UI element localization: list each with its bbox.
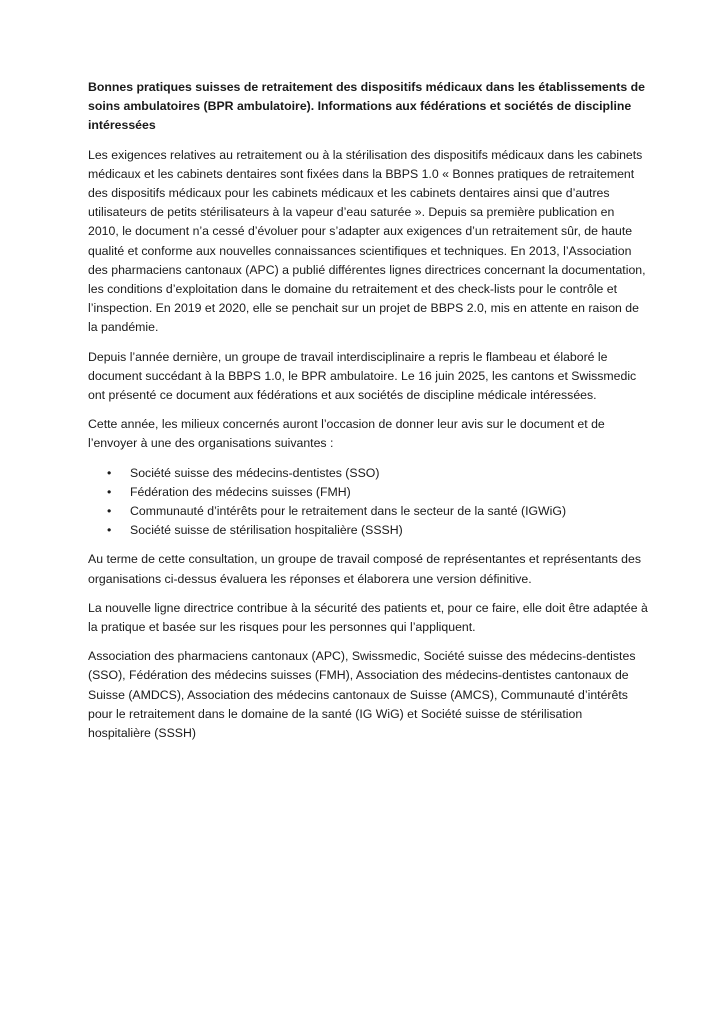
consultation-paragraph: Cette année, les milieux concernés auront l’occasion de donner leur avis sur le document et de l’envoyer à une des organisations suivantes : [88,417,605,451]
document-page [88,78,648,753]
document-title: Bonnes pratiques suisses de retraitement des dispositifs médicaux dans les établissements de soins ambulatoires (BPR ambulatoire). Informations aux fédérations et sociétés de discipline intéressées [88,80,645,133]
signatories-paragraph: Association des pharmaciens cantonaux (APC), Swissmedic, Société suisse des médecins-dentistes (SSO), Fédération des médecins suisses (FMH), Association des médecins-dentistes cantonaux de Suisse (AMDCS), Association des médecins cantonaux de Suisse (AMCS), Communauté d’intérêts pour le retraitement dans le domaine de la santé (IG WiG) et Société suisse de stérilisation hospitalière (SSSH) [88,649,636,741]
organization-name: Fédération des médecins suisses (FMH) [130,484,351,499]
list-item [88,483,648,502]
bullet-icon: • [107,465,112,480]
bullet-icon: • [107,523,112,538]
organization-name: Communauté d’intérêts pour le retraitement dans le secteur de la santé (IGWiG) [130,504,567,519]
bullet-icon: • [107,484,112,499]
list-item [88,502,648,521]
organization-name: Société suisse des médecins-dentistes (SSO) [130,465,380,480]
organization-name: Société suisse de stérilisation hospitalière (SSSH) [130,523,403,538]
guideline-paragraph: La nouvelle ligne directrice contribue à la sécurité des patients et, pour ce faire, elle doit être adaptée à la pratique et basée sur les risques pour les personnes qui l’appliquent. [88,600,648,635]
evaluation-paragraph: Au terme de cette consultation, un groupe de travail composé de représentantes et représentants des organisations ci-dessus évaluera les réponses et élaborera une version définitive. [88,552,642,586]
list-item [88,464,648,483]
intro-paragraph: Les exigences relatives au retraitement ou à la stérilisation des dispositifs médicaux dans les cabinets médicaux et les cabinets dentaires sont fixées dans la BBPS 1.0 « Bonnes pratiques de retraitement des dispositifs médicaux pour les cabinets médicaux et les cabinets dentaires ainsi que d’autres utilisateurs de petits stérilisateurs à la vapeur d’eau saturée ». Depuis sa première publication en 2010, le document n’a cessé d’évoluer pour s’adapter aux exigences d’un retraitement sûr, de haute qualité et conforme aux nouvelles connaissances scientifiques et techniques. En 2013, l’Association des pharmaciens cantonaux (APC) a publié différentes lignes directrices concernant la documentation, les conditions d’exploitation dans le domaine du retraitement et des check-lists pour le contrôle et l’inspection. En 2019 et 2020, elle se penchait sur un projet de BBPS 2.0, mis en attente en raison de la pandémie. [88,147,646,335]
organizations-list [88,464,648,541]
list-item [88,521,648,540]
working-group-paragraph: Depuis l’année dernière, un groupe de travail interdisciplinaire a repris le flambeau et élaboré le document succédant à la BBPS 1.0, le BPR ambulatoire. Le 16 juin 2025, les cantons et Swissmedic ont présenté ce document aux fédérations et aux sociétés de discipline médicale intéressées. [88,349,637,403]
bullet-icon: • [107,504,112,519]
